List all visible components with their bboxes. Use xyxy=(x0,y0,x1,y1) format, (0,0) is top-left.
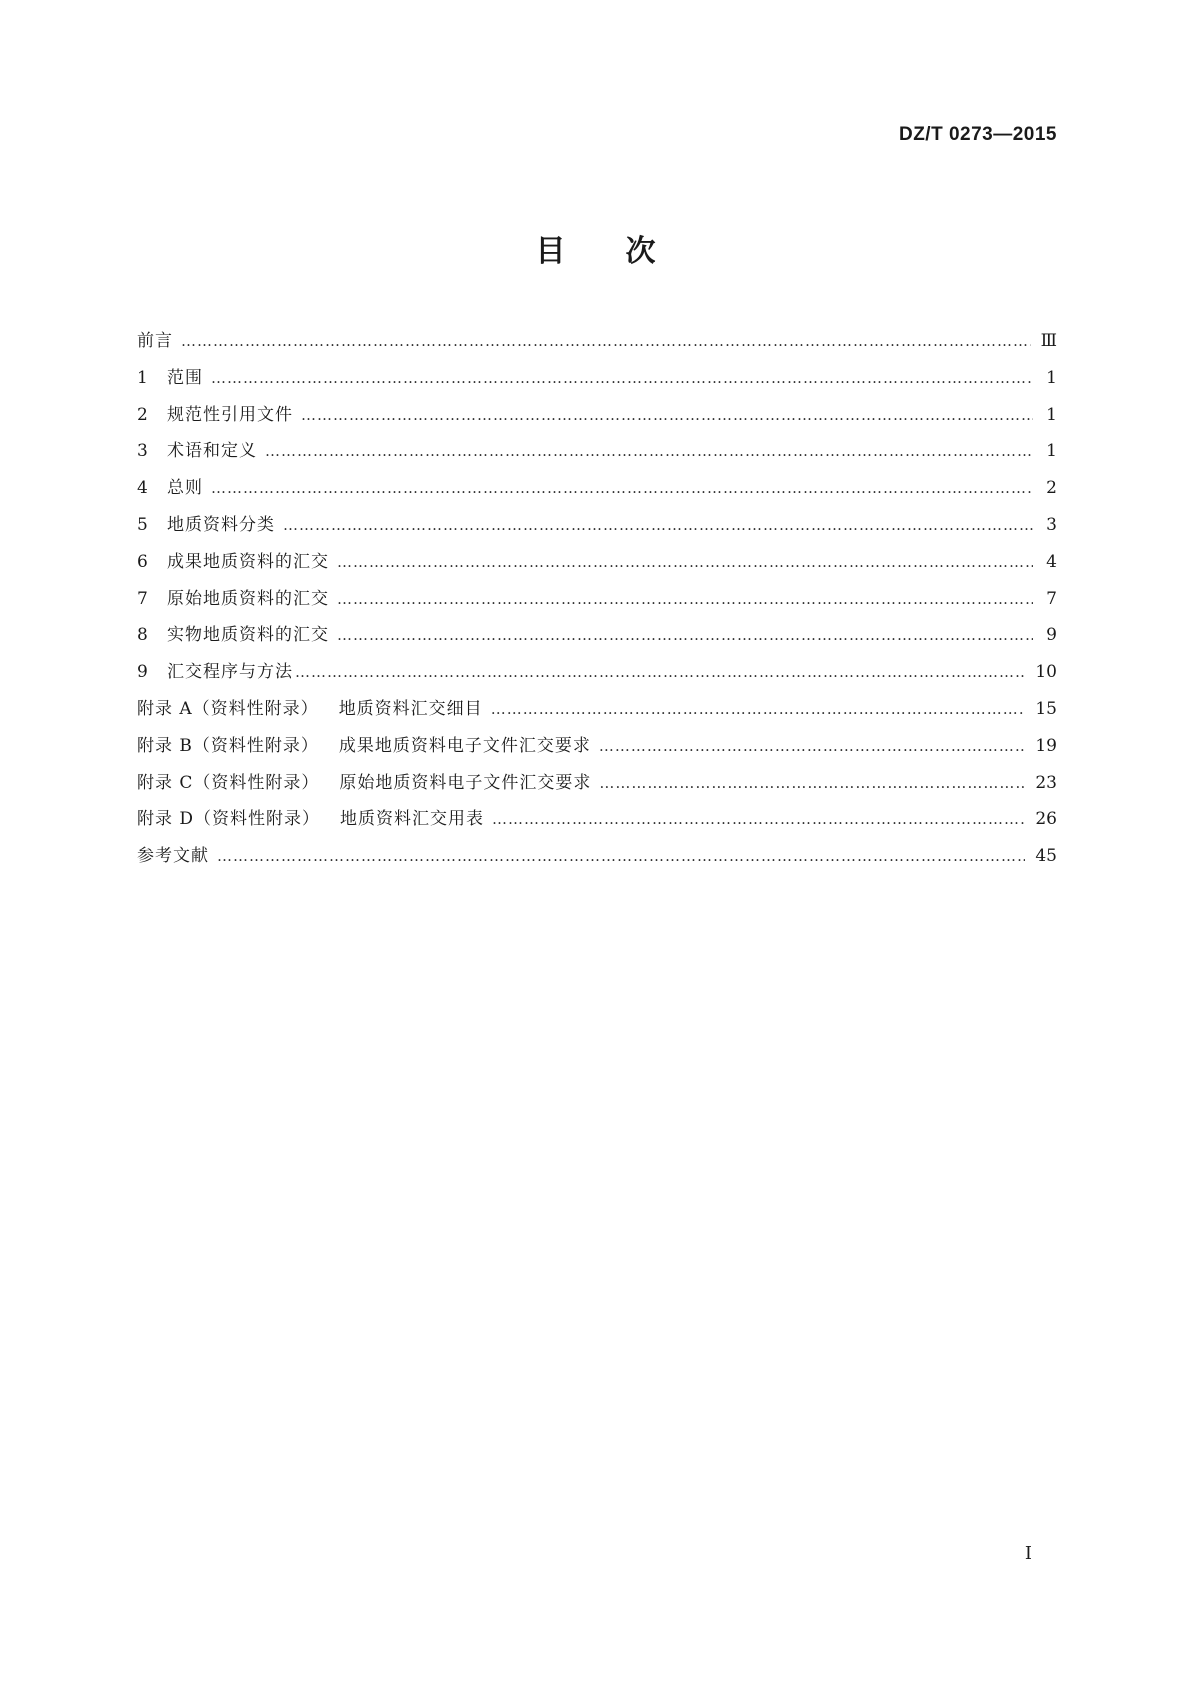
toc-leader-dots xyxy=(492,810,1025,828)
toc-entry-label: 范围 xyxy=(167,367,203,388)
toc-leader-dots xyxy=(217,847,1025,865)
toc-leader-dots xyxy=(337,553,1033,571)
toc-leader-dots xyxy=(181,332,1031,350)
toc-leader-dots xyxy=(337,590,1033,608)
toc-leader-dots xyxy=(301,406,1033,424)
toc-appendix-label: 附录 D（资料性附录） xyxy=(137,809,321,830)
toc-entry-label: 实物地质资料的汇交 xyxy=(167,625,329,646)
toc-entry-label: 术语和定义 xyxy=(167,441,257,462)
toc-entry[interactable] xyxy=(137,694,1057,731)
toc-entry-page: 7 xyxy=(1046,588,1057,609)
toc-appendix-label: 附录 A（资料性附录） xyxy=(137,698,319,719)
toc-entry-label: 地质资料分类 xyxy=(167,514,275,535)
page-title xyxy=(0,226,1191,270)
toc-appendix-label: 附录 C（资料性附录） xyxy=(137,772,320,793)
table-of-contents xyxy=(137,326,1057,878)
toc-entry[interactable] xyxy=(137,731,1057,768)
page-number: I xyxy=(1024,1543,1032,1564)
toc-entry[interactable] xyxy=(137,584,1057,621)
toc-entry-label: 成果地质资料的汇交 xyxy=(167,551,329,572)
toc-entry-label: 规范性引用文件 xyxy=(167,404,293,425)
toc-entry-label: 原始地质资料的汇交 xyxy=(167,588,329,609)
toc-leader-dots xyxy=(599,737,1025,755)
toc-entry-number: 9 xyxy=(137,662,148,683)
toc-entry[interactable] xyxy=(137,620,1057,657)
toc-entry-page: 19 xyxy=(1035,735,1057,756)
toc-entry-label xyxy=(137,804,484,829)
toc-entry-number: 6 xyxy=(137,551,148,572)
toc-entry-page: 45 xyxy=(1035,846,1057,867)
toc-appendix-label: 附录 B（资料性附录） xyxy=(137,735,319,756)
toc-leader-dots xyxy=(337,626,1033,644)
toc-entry-label xyxy=(137,768,591,793)
toc-appendix-title: 原始地质资料电子文件汇交要求 xyxy=(339,772,592,793)
toc-entry[interactable] xyxy=(137,657,1057,694)
toc-entry-number: 3 xyxy=(137,441,148,462)
toc-entry[interactable] xyxy=(137,547,1057,584)
toc-leader-dots xyxy=(265,442,1033,460)
toc-entry-label: 汇交程序与方法 xyxy=(167,662,293,683)
toc-leader-dots xyxy=(295,663,1025,681)
toc-entry-label: 前言 xyxy=(137,331,173,351)
title-char-2: 次 xyxy=(625,234,656,269)
toc-entry-page: 9 xyxy=(1046,625,1057,646)
toc-entry-page: 3 xyxy=(1046,514,1057,535)
toc-appendix-title: 地质资料汇交用表 xyxy=(340,809,485,830)
toc-entry-number: 5 xyxy=(137,514,148,535)
toc-entry-number: 7 xyxy=(137,588,148,609)
toc-entry-number: 2 xyxy=(137,404,148,425)
toc-entry-label xyxy=(137,731,591,756)
toc-entry[interactable] xyxy=(137,841,1057,878)
toc-leader-dots xyxy=(491,700,1026,718)
document-code: DZ/T 0273—2015 xyxy=(898,124,1057,145)
toc-entry-label xyxy=(137,694,483,719)
toc-entry-page: 1 xyxy=(1046,404,1057,425)
toc-leader-dots xyxy=(211,369,1033,387)
toc-entry-label: 总则 xyxy=(167,478,203,499)
toc-entry[interactable] xyxy=(137,363,1057,400)
toc-entry-page: 2 xyxy=(1046,478,1057,499)
toc-entry-page: 1 xyxy=(1046,441,1057,462)
toc-entry-page: 4 xyxy=(1046,551,1057,572)
toc-entry[interactable] xyxy=(137,326,1057,363)
toc-leader-dots xyxy=(211,479,1033,497)
toc-entry-label: 参考文献 xyxy=(137,846,209,867)
toc-entry-page: 26 xyxy=(1035,809,1057,830)
toc-entry-page: Ⅲ xyxy=(1040,331,1057,351)
toc-entry-number: 8 xyxy=(137,625,148,646)
toc-entry-page: 1 xyxy=(1046,367,1057,388)
toc-leader-dots xyxy=(599,774,1025,792)
toc-appendix-title: 成果地质资料电子文件汇交要求 xyxy=(338,735,591,756)
toc-entry-page: 10 xyxy=(1035,662,1057,683)
toc-entry[interactable] xyxy=(137,804,1057,841)
toc-entry-number: 1 xyxy=(137,367,148,388)
toc-leader-dots xyxy=(283,516,1033,534)
toc-entry-page: 23 xyxy=(1035,772,1057,793)
title-char-1: 目 xyxy=(535,234,566,269)
toc-entry-page: 15 xyxy=(1035,698,1057,719)
toc-appendix-title: 地质资料汇交细目 xyxy=(338,698,483,719)
toc-entry[interactable] xyxy=(137,510,1057,547)
toc-entry[interactable] xyxy=(137,473,1057,510)
toc-entry[interactable] xyxy=(137,436,1057,473)
toc-entry[interactable] xyxy=(137,768,1057,805)
toc-entry[interactable] xyxy=(137,400,1057,437)
toc-entry-number: 4 xyxy=(137,478,148,499)
